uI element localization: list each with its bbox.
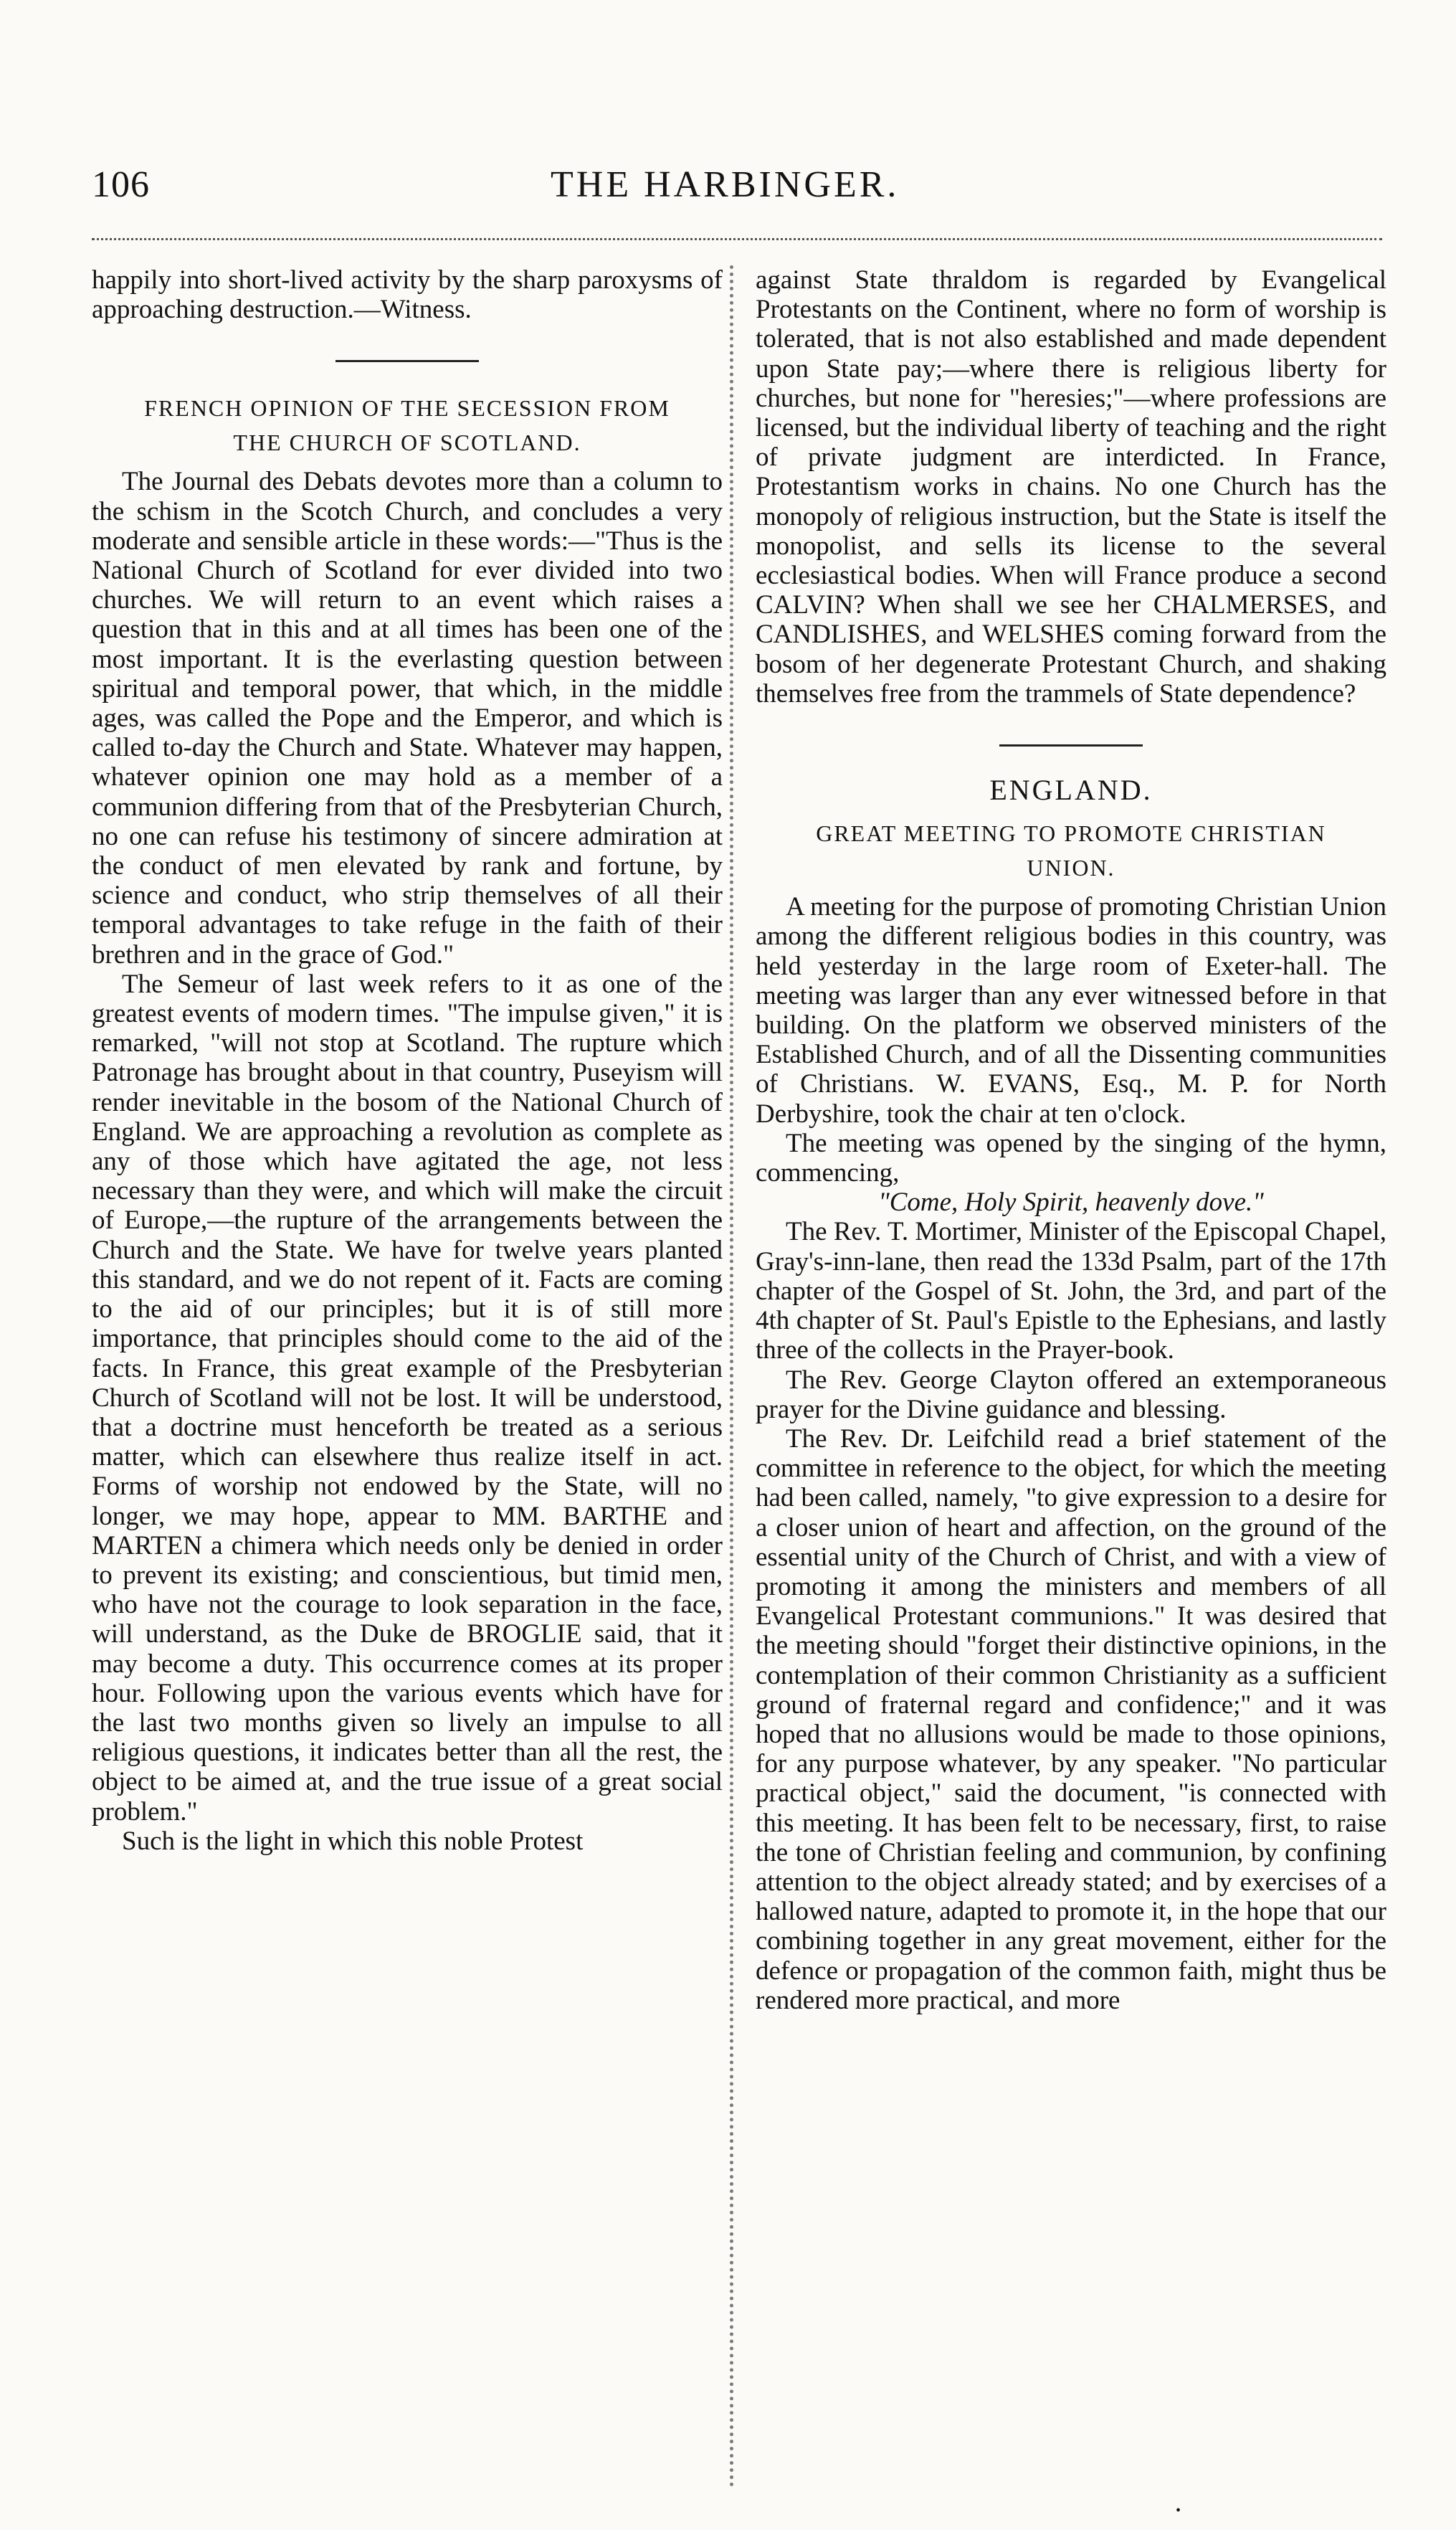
article-paragraph: The meeting was opened by the singing of the hymn, commencing, — [756, 1128, 1386, 1188]
continued-paragraph: happily into short-lived activity by the sharp paroxysms of approaching destruction.—Witness. — [92, 265, 723, 325]
article-paragraph: The Rev. George Clayton offered an extemporaneous prayer for the Divine guidance and blessing. — [756, 1365, 1386, 1424]
right-column — [756, 265, 1386, 2488]
article-divider — [336, 360, 479, 362]
hymn-line: "Come, Holy Spirit, heavenly dove." — [878, 1188, 1264, 1218]
article-heading-christian-union — [756, 816, 1386, 885]
article-paragraph: The Journal des Debats devotes more than a column to the schism in the Scotch Church, and concludes a very moderate and sensible article in these words:—"Thus is the National Church of Scotland for ever divided into two churches. We will return to an event which raises a question that in this and at all times has been one of the most important. It is the everlasting question between spiritual and temporal power, that which, in the middle ages, was called the Pope and the Emperor, and which is called to-day the Church and State. Whatever may happen, whatever opinion one may hold as a member of a communion differing from that of the Presbyterian Church, no one can refuse his testimony of sincere admiration at the conduct of men elevated by rank and fortune, by science and conduct, who strip themselves of all their temporal advantages to take refuge in the faith of their brethren and in the grace of God." — [92, 467, 723, 970]
left-column — [92, 265, 723, 2488]
article-paragraph: The Semeur of last week refers to it as one of the greatest events of modern times. "The impulse given," it is remarked, "will not stop at Scotland. The rupture which Patronage has brought about in that country, Puseyism will render inevitable in the bosom of the National Church of England. We are approaching a revolution as complete as any of those which have agitated the age, not less necessary than they were, and which will make the circuit of Europe,—the rupture of the arrangements between the Church and the State. We have for twelve years planted this standard, and we do not repent of it. Facts are coming to the aid of our principles; but it is of still more importance, that principles should come to the aid of the facts. In France, this great example of the Presbyterian Church of Scotland will not be lost. It will be understood, that a doctrine must henceforth be treated as a serious matter, which can elsewhere thus realize itself in act. Forms of worship not endowed by the State, will no longer, we may hope, appear to MM. BARTHE and MARTEN a chimera which needs only be denied in order to prevent its existing; and conscientious, but timid men, who have not the courage to look separation in the face, will understand, as the Duke de BROGLIE said, that it may become a duty. This occurrence comes at its proper hour. Following upon the various events which have for the last two months given so lively an impulse to all religious questions, it indicates better than all the rest, the object to be aimed at, and the true issue of a great social problem." — [92, 969, 723, 1827]
journal-title: THE HARBINGER. — [551, 164, 900, 205]
continued-paragraph: against State thraldom is regarded by Evangelical Protestants on the Continent, where no form of worship is tolerated, that is not also established and made dependent upon State pay;—where there is religious liberty for churches, but none for "heresies;"—where professions are licensed, but the individual liberty of teaching and the right of private judgment are interdicted. In France, Protestantism works in chains. No one Church has the monopoly of religious instruction, but the State is itself the monopolist, and sells its license to the several ecclesiastical bodies. When will France produce a second CALVIN? When shall we see her CHALMERSES, and CANDLISHES, and WELSHES coming forward from the bosom of her degenerate Protestant Church, and shaking themselves free from the trammels of State dependence? — [756, 265, 1386, 709]
article-paragraph: The Rev. Dr. Leifchild read a brief statement of the committee in reference to the object, for which the meeting had been called, namely, "to give expression to a desire for a closer union of heart and affection, on the ground of the essential unity of the Church of Christ, and with a view of promoting it among the ministers and members of all Evangelical Protestant communions." It was desired that the meeting should "forget their distinctive opinions, in the contemplation of their common Christianity as a sufficient ground of fraternal regard and confidence;" and it was hoped that no allusions would be made to those opinions, for any purpose whatever, by any speaker. "No particular practical object," said the document, "is connected with this meeting. It has been felt to be necessary, first, to raise the tone of Christian feeling and communion, by confining attention to the object already stated; and by exercises of a hallowed nature, adapted to promote it, in the hope that our combining together in any great movement, either for the defence or propagation of the common faith, might thus be rendered more practical, and more — [756, 1423, 1386, 2015]
article-heading-line: THE CHURCH OF SCOTLAND. — [233, 430, 581, 456]
column-separator — [730, 265, 733, 2488]
article-paragraph: A meeting for the purpose of promoting Christian Union among the different religious bodies in this country, was held yesterday in the large room of Exeter-hall. The meeting was larger than any ever witnessed before in that building. On the platform we observed ministers of the Established Church, and of all the Dissenting communities of Christians. W. EVANS, Esq., M. P. for North Derbyshire, took the chair at ten o'clock. — [756, 892, 1386, 1129]
article-paragraph: The Rev. T. Mortimer, Minister of the Episcopal Chapel, Gray's-inn-lane, then read the 133d Psalm, part of the 17th chapter of the Gospel of St. John, the 3rd, and part of the 4th chapter of St. Paul's Epistle to the Ephesians, and lastly three of the collects in the Prayer-book. — [756, 1217, 1386, 1365]
article-heading-line: FRENCH OPINION OF THE SECESSION FROM — [144, 395, 670, 422]
header-rule — [92, 238, 1382, 240]
running-head — [92, 164, 1382, 221]
country-heading: ENGLAND. — [989, 774, 1153, 807]
print-mark: • — [1176, 2503, 1181, 2519]
article-heading-french-opinion — [92, 391, 723, 460]
article-paragraph: Such is the light in which this noble Protest — [122, 1826, 584, 1856]
page-number: 106 — [92, 164, 150, 205]
article-heading-line: GREAT MEETING TO PROMOTE CHRISTIAN — [816, 820, 1326, 847]
article-heading-line: UNION. — [1027, 855, 1115, 881]
article-divider — [999, 744, 1143, 747]
